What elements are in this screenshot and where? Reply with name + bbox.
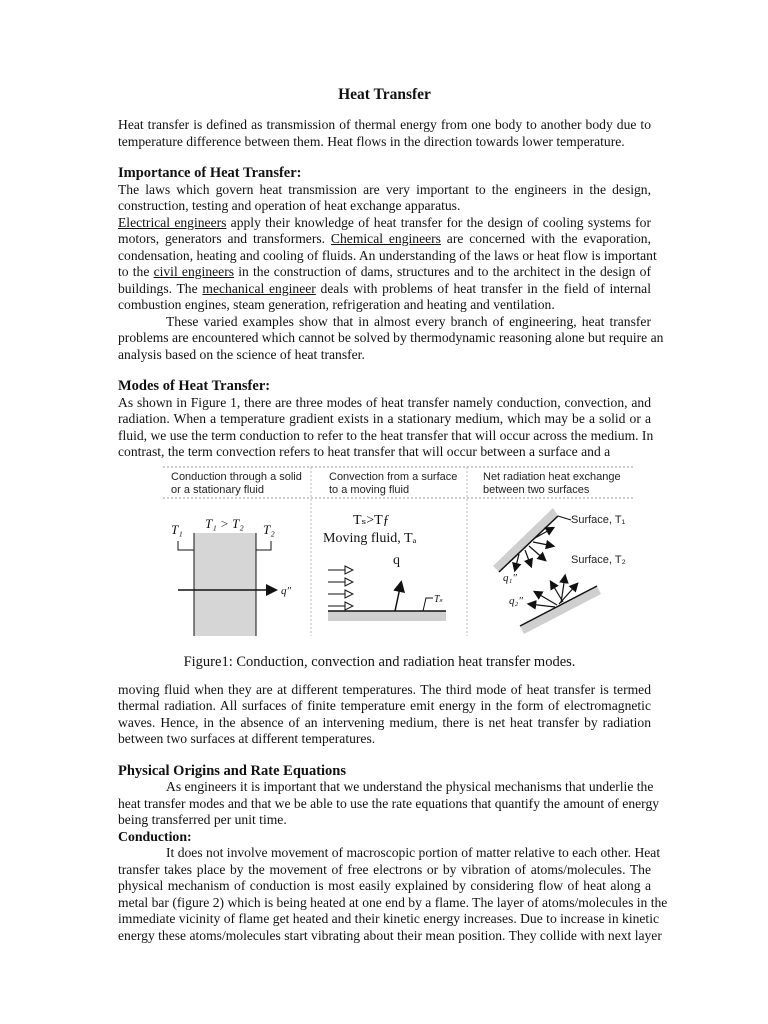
text-line [118,894,668,912]
text-line [118,347,651,364]
section-heading-modes: Modes of Heat Transfer: [118,378,271,394]
text-line [118,117,651,134]
text-line [118,411,651,428]
text-segment: condensation, heating and cooling of fluids. An understanding of the laws or heat flow is important [118,247,657,263]
text-line [118,715,651,732]
text-line [118,682,651,699]
label-q: q [393,552,400,568]
label-t1: T₁ [171,521,183,537]
text-line [118,812,651,829]
text-line [118,297,651,314]
figure-col2-header-line2: to a moving fluid [329,483,410,496]
label-q1: q₁″ [503,571,517,584]
physical-paragraph-1 [118,779,660,829]
text-segment: between two surfaces at different temperatures. [118,731,376,746]
text-segment: buildings. The [118,280,203,296]
radiation-diagram [493,508,626,634]
text-segment: to the [118,264,154,279]
importance-paragraph-3 [118,313,664,364]
section-heading-physical-origins: Physical Origins and Rate Equations [118,762,347,779]
text-segment: combustion engines, steam generation, refrigeration and heating and ventilation. [118,297,555,312]
text-segment: The laws which govern heat transmission are very important to the engineers in the design, [118,181,651,197]
text-line [118,264,651,281]
text-segment: fluid, we use the term conduction to refer to the heat transfer that will occur across the medium. In [118,427,654,443]
text-segment: problems are encountered which cannot be solved by thermodynamic reasoning alone but require an [118,330,664,345]
text-segment: thermal radiation. All surfaces of finite temperature emit energy in the form of electromagnetic [118,698,651,713]
text-segment: These varied examples show that in almost every branch of engineering, heat transfer [166,313,651,329]
figure-col1-header-line2: or a stationary fluid [171,483,264,496]
text-line [118,215,651,232]
label-ts: Tₛ [434,593,443,605]
text-segment: moving fluid when they are at different temperatures. The third mode of heat transfer is termed [118,681,651,697]
text-line [118,698,651,715]
text-segment: immediate vicinity of flame get heated and their kinetic energy increases. Due to increase in kinetic [118,911,660,926]
text-segment: apply their knowledge of heat transfer for the design of cooling systems for [226,214,651,230]
text-line [118,182,651,199]
text-line [118,427,654,445]
modes-paragraph-2 [118,682,651,748]
text-segment: waves. Hence, in the absence of an intervening medium, there is net heat transfer by radiation [118,714,651,730]
text-line [118,444,651,461]
figure-col1-header-line1: Conduction through a solid [171,470,302,483]
text-line [118,134,651,151]
text-line [118,779,654,796]
text-segment: motors, generators and transformers. [118,231,331,246]
text-segment: transfer takes place by the movement of free electrons or by vibration of atoms/molecules. The [118,861,651,877]
modes-paragraph-1 [118,394,654,461]
subheading-conduction: Conduction: [118,828,192,844]
text-segment: As shown in Figure 1, there are three modes of heat transfer namely conduction, convection, and [118,394,651,410]
underlined-term: mechanical engineer [202,280,316,296]
text-segment: Heat transfer is defined as transmission of thermal energy from one body to another body due to [118,117,651,132]
text-line [118,878,651,895]
document-page [118,86,668,944]
text-segment: heat transfer modes and that we be able to use the rate equations that quantify the amount of energy [118,795,660,811]
heat-transfer-modes-diagram [163,466,633,636]
text-line [118,911,660,928]
text-segment: analysis based on the science of heat transfer. [118,346,365,362]
text-segment: energy these atoms/molecules start vibrating about their mean position. They collide with next layer [118,927,662,943]
text-line [118,281,651,298]
text-line [118,845,661,862]
text-segment: radiation. When a temperature gradient exists in a stationary medium, which may be a solid or a [118,411,651,426]
text-segment: physical mechanism of conduction is most easily explained by considering flow of heat along a [118,878,651,893]
underlined-term: Chemical engineers [330,231,441,246]
underlined-term: Electrical engineers [118,214,227,230]
intro-paragraph [118,117,651,150]
text-line [118,198,651,215]
text-line [118,314,651,331]
conduction-diagram [171,516,292,636]
label-q-flux: q″ [281,584,292,597]
label-t2: T₂ [263,521,275,537]
text-segment: deals with problems of heat transfer in the field of internal [315,280,651,296]
text-segment: metal bar (figure 2) which is being heated at one end by a flame. The layer of atoms/molecules in the [118,894,668,910]
section-heading-importance: Importance of Heat Transfer: [118,165,302,181]
text-segment: contrast, the term convection refers to heat transfer that will occur between a surface and a [118,444,611,459]
label-surface-t2: Surface, T₂ [571,553,626,566]
text-line [118,795,660,813]
text-segment: temperature difference between them. Heat flows in the direction towards lower temperature. [118,133,625,149]
figure-col2-header-line1: Convection from a surface [329,470,458,483]
text-line [118,731,651,748]
text-segment: As engineers it is important that we understand the physical mechanisms that underlie the [166,779,654,794]
text-line [118,862,651,879]
text-line [118,927,662,945]
label-surface-t1: Surface, T₁ [571,513,626,526]
text-segment: in the construction of dams, structures and to the architect in the design of [234,264,651,279]
label-q2: q₂″ [509,594,523,607]
figure-col3-header-line1: Net radiation heat exchange [483,470,621,483]
importance-paragraph-1 [118,182,651,215]
label-ts-gt-tf: Tₛ>Tƒ [353,512,390,528]
text-line [118,330,664,347]
text-segment: It does not involve movement of macroscopic portion of matter relative to each other. Heat [166,845,661,860]
text-line [118,247,657,265]
underlined-term: civil engineers [153,264,235,279]
figure-caption: Figure1: Conduction, convection and radiation heat transfer modes. [183,653,576,670]
label-moving-fluid: Moving fluid, Tₐ [323,530,417,546]
text-segment: being transferred per unit time. [118,812,287,827]
label-t1-gt-t2: T₁ > T₂ [205,515,244,531]
conduction-paragraph [118,845,668,944]
importance-paragraph-2 [118,214,657,314]
text-segment: construction, testing and operation of heat exchange apparatus. [118,198,461,213]
text-line [118,395,651,412]
text-line [118,231,651,248]
figure-col3-header-line2: between two surfaces [483,483,590,496]
text-segment: are concerned with the evaporation, [440,231,651,246]
figure-1 [118,466,651,636]
page-title: Heat Transfer [338,86,431,103]
convection-diagram [323,513,446,621]
